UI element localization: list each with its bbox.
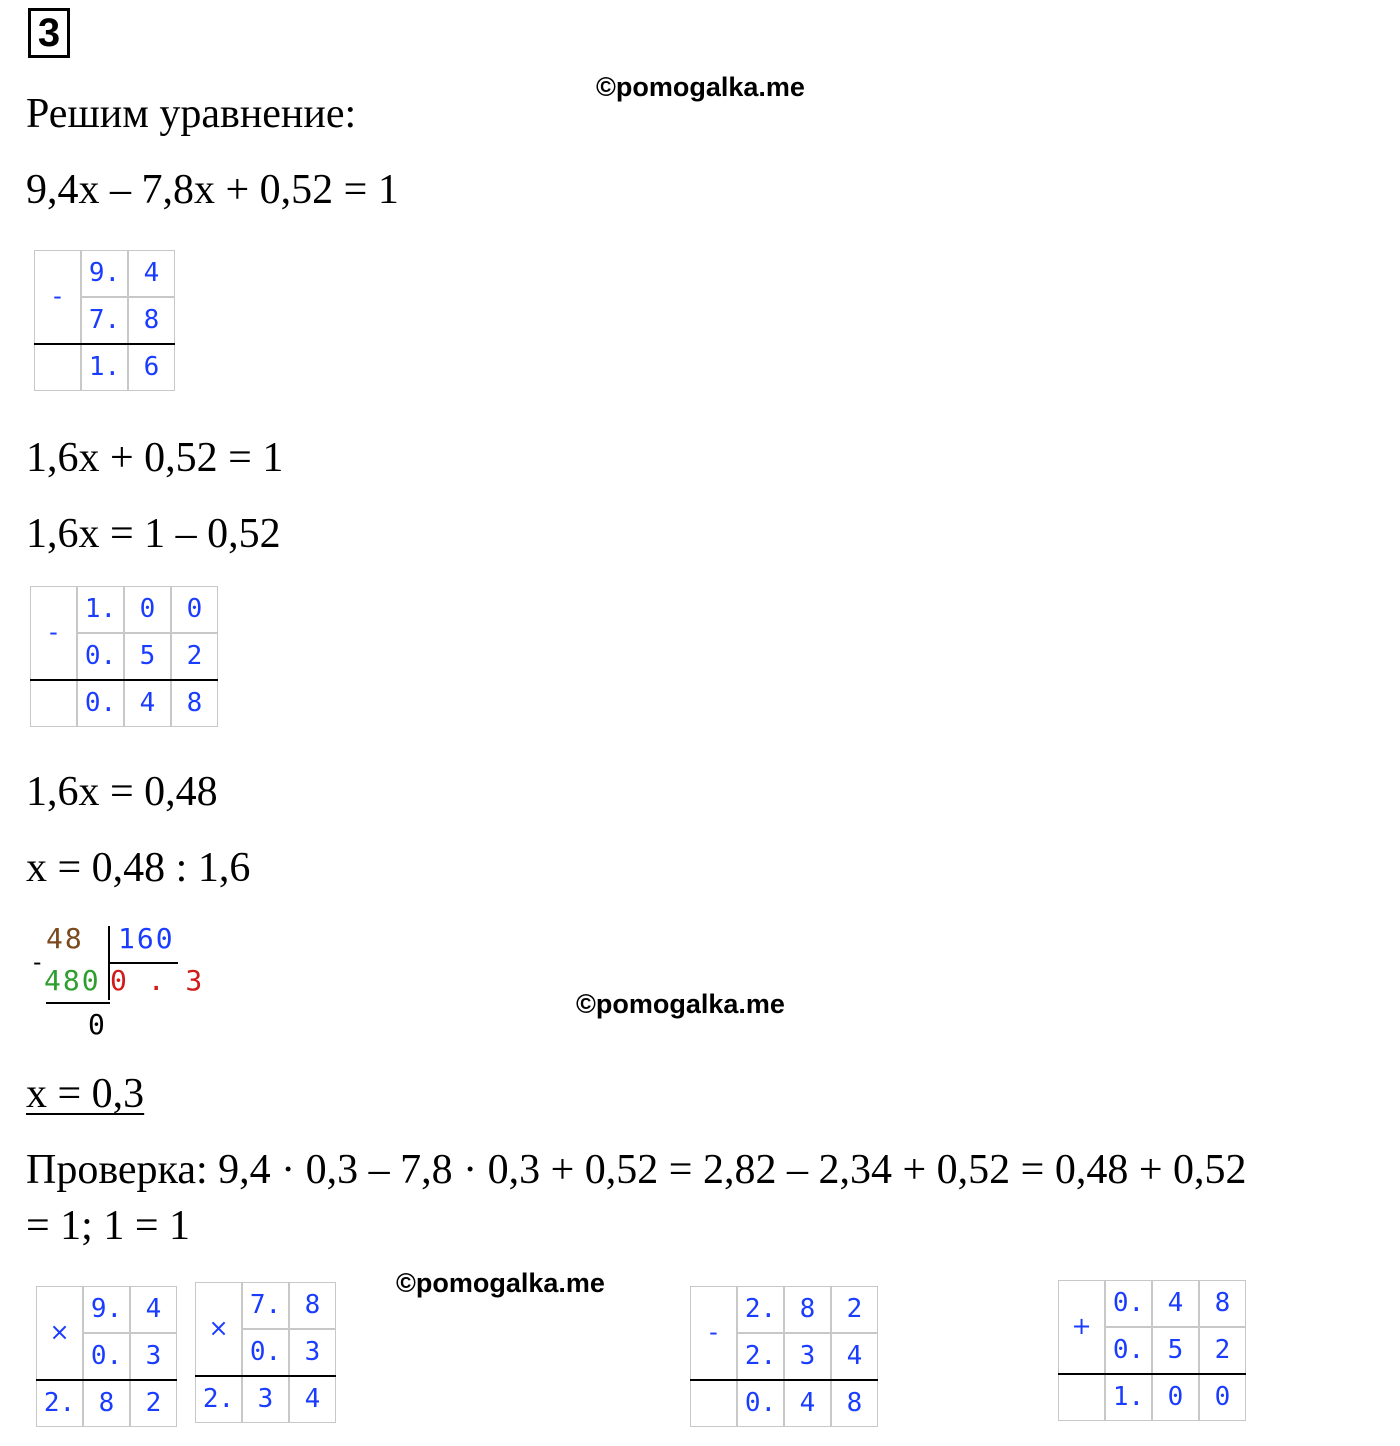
equation-5: x = 0,48 : 1,6 — [26, 845, 251, 891]
result-cell: 4 — [784, 1380, 831, 1427]
digit-cell: 2 — [1199, 1327, 1246, 1374]
digit-cell: 0 — [124, 586, 171, 633]
digit-cell: 3 — [130, 1333, 177, 1380]
result-cell: 0 — [1199, 1374, 1246, 1421]
result-cell: 0. — [737, 1380, 784, 1427]
subtraction-line — [46, 1002, 110, 1004]
result-cell: 8 — [831, 1380, 878, 1427]
digit-cell: 9. — [81, 250, 128, 297]
digit-cell: 2. — [737, 1333, 784, 1380]
equation-2: 1,6x + 0,52 = 1 — [26, 435, 284, 481]
digit-cell: 7. — [242, 1282, 289, 1329]
digit-cell: 8 — [784, 1286, 831, 1333]
result-cell: 0. — [77, 680, 124, 727]
result-cell: 1. — [1105, 1374, 1152, 1421]
digit-cell: 0. — [1105, 1327, 1152, 1374]
operator-times: × — [195, 1282, 242, 1376]
long-division — [28, 922, 205, 1052]
dividend: 48 — [46, 922, 84, 955]
result-cell: 6 — [128, 344, 175, 391]
task-number: 3 — [28, 8, 70, 58]
digit-cell: 3 — [289, 1329, 336, 1376]
result-line — [30, 679, 218, 681]
intro-text: Решим уравнение: — [26, 91, 357, 137]
digit-cell: 9. — [83, 1286, 130, 1333]
digit-cell: 1. — [77, 586, 124, 633]
digit-cell: 4 — [831, 1333, 878, 1380]
result-line — [195, 1375, 336, 1377]
watermark-middle: ©pomogalka.me — [576, 989, 785, 1019]
check-line-1: Проверка: 9,4 · 0,3 – 7,8 · 0,3 + 0,52 = 2,82 – 2,34 + 0,52 = 0,48 + 0,52 — [26, 1147, 1247, 1193]
digit-cell: 4 — [130, 1286, 177, 1333]
division-minus: - — [30, 948, 47, 976]
digit-cell: 5 — [1152, 1327, 1199, 1374]
digit-cell: 3 — [784, 1333, 831, 1380]
digit-cell: 0. — [242, 1329, 289, 1376]
result-cell: 1. — [81, 344, 128, 391]
empty-cell — [34, 344, 81, 391]
result-cell: 2 — [130, 1380, 177, 1427]
result-cell: 3 — [242, 1376, 289, 1423]
watermark-top: ©pomogalka.me — [596, 72, 805, 102]
operator-minus: - — [690, 1286, 737, 1380]
result-cell: 8 — [83, 1380, 130, 1427]
digit-cell: 4 — [128, 250, 175, 297]
digit-cell: 8 — [128, 297, 175, 344]
operator-minus: - — [34, 250, 81, 344]
empty-cell — [1058, 1374, 1105, 1421]
result-cell: 4 — [289, 1376, 336, 1423]
digit-cell: 2. — [737, 1286, 784, 1333]
digit-cell: 8 — [289, 1282, 336, 1329]
digit-cell: 4 — [1152, 1280, 1199, 1327]
equation-3: 1,6x = 1 – 0,52 — [26, 511, 281, 557]
digit-cell: 0. — [1105, 1280, 1152, 1327]
digit-cell: 8 — [1199, 1280, 1246, 1327]
equation-1: 9,4x – 7,8x + 0,52 = 1 — [26, 167, 399, 213]
remainder: 0 — [88, 1008, 107, 1041]
digit-cell: 2 — [831, 1286, 878, 1333]
digit-cell: 0 — [171, 586, 218, 633]
operator-plus: + — [1058, 1280, 1105, 1374]
result-cell: 0 — [1152, 1374, 1199, 1421]
empty-cell — [690, 1380, 737, 1427]
result-cell: 2. — [195, 1376, 242, 1423]
equation-4: 1,6x = 0,48 — [26, 769, 218, 815]
digit-cell: 7. — [81, 297, 128, 344]
operator-times: × — [36, 1286, 83, 1380]
result-cell: 4 — [124, 680, 171, 727]
empty-cell — [30, 680, 77, 727]
quotient-line — [110, 962, 178, 964]
digit-cell: 0. — [77, 633, 124, 680]
result-cell: 2. — [36, 1380, 83, 1427]
result-line — [690, 1379, 878, 1381]
watermark-bottom: ©pomogalka.me — [396, 1268, 605, 1298]
digit-cell: 0. — [83, 1333, 130, 1380]
digit-cell: 2 — [171, 633, 218, 680]
check-line-2: = 1; 1 = 1 — [26, 1203, 191, 1249]
divisor: 160 — [118, 922, 175, 955]
operator-minus: - — [30, 586, 77, 680]
subtrahend: 480 — [44, 964, 101, 997]
result-line — [36, 1379, 177, 1381]
result-line — [1058, 1373, 1246, 1375]
result-cell: 8 — [171, 680, 218, 727]
result-line — [34, 343, 175, 345]
answer: x = 0,3 — [26, 1071, 145, 1117]
digit-cell: 5 — [124, 633, 171, 680]
quotient: 0 . 3 — [110, 964, 205, 997]
